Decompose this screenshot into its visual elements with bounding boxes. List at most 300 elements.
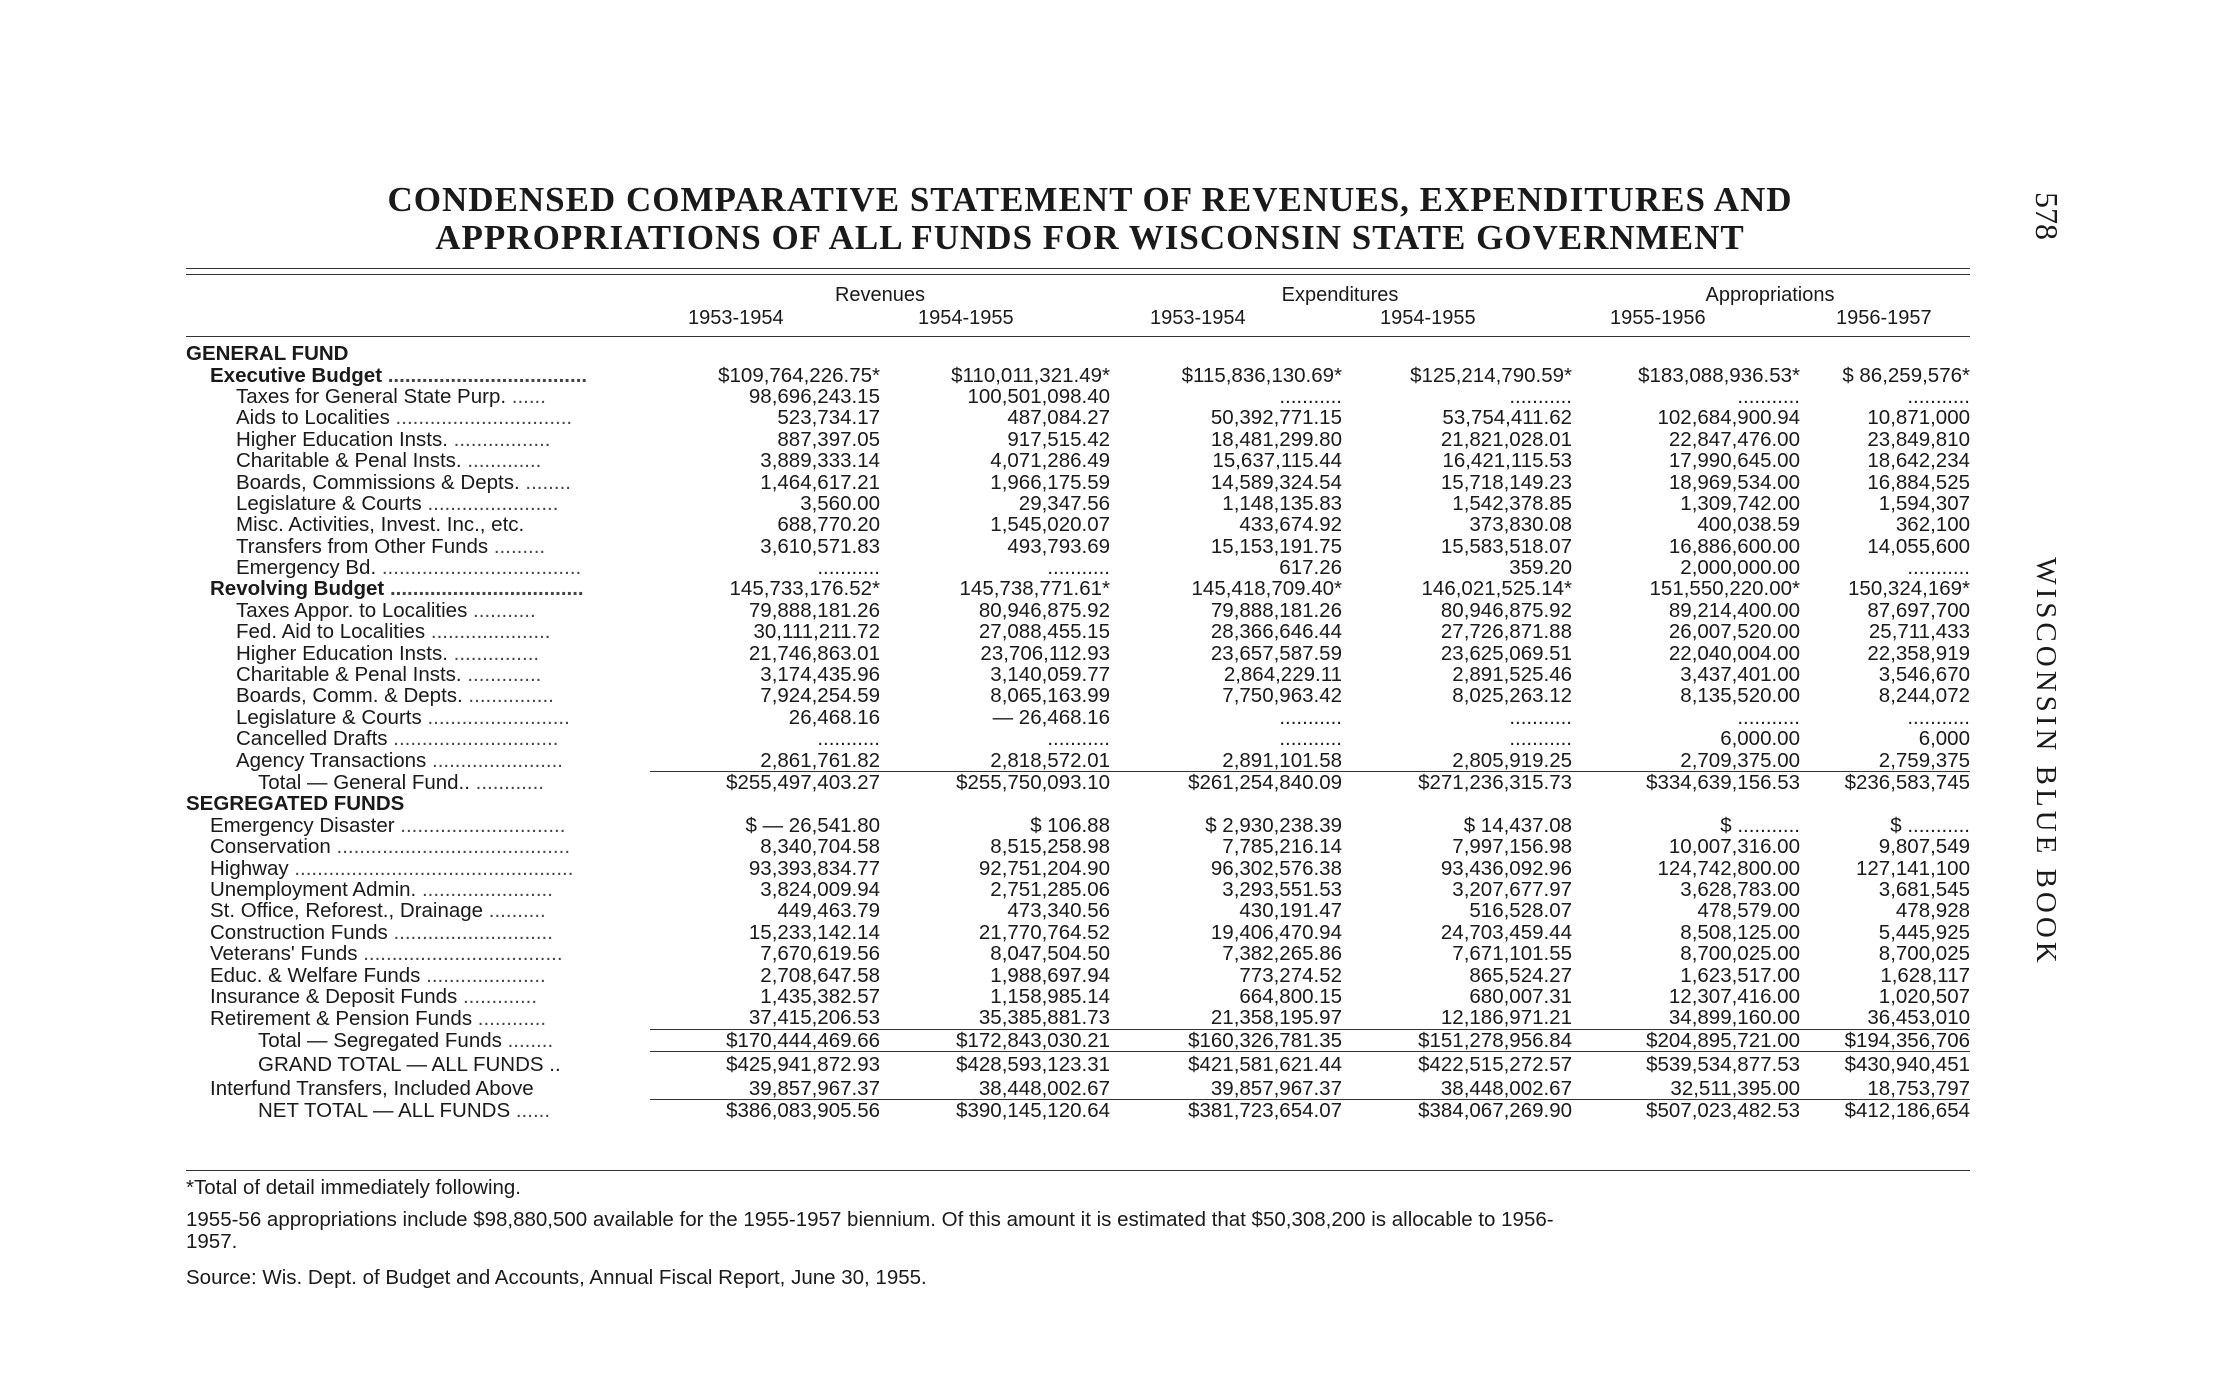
cell-value: 24,703,459.44 bbox=[1440, 921, 1572, 943]
cell-value: 50,392,771.15 bbox=[1210, 407, 1342, 429]
cell-value: 3,546,670 bbox=[1878, 663, 1970, 686]
top-rule bbox=[186, 268, 1970, 269]
cell-value: $109,764,226.75* bbox=[718, 364, 880, 386]
cell-value: 22,847,476.00 bbox=[1668, 428, 1800, 450]
leader-dots: ............. bbox=[462, 985, 538, 1008]
cell-value bbox=[650, 343, 880, 364]
row-label-text: Emergency Bd. bbox=[236, 556, 377, 579]
row-label bbox=[186, 536, 650, 557]
cell-value: 3,610,571.83 bbox=[760, 535, 880, 557]
cell-value: 1,435,382.57 bbox=[760, 985, 880, 1008]
table-row bbox=[186, 514, 1970, 535]
cell-value: 146,021,525.14* bbox=[1421, 578, 1572, 600]
row-label bbox=[186, 707, 650, 728]
row-label-text: Unemployment Admin. bbox=[210, 878, 417, 901]
cell-value: 8,700,025 bbox=[1878, 942, 1970, 965]
row-label-text: NET TOTAL — ALL FUNDS bbox=[258, 1099, 511, 1122]
leader-dots: ......... bbox=[493, 535, 546, 557]
title-line-1: CONDENSED COMPARATIVE STATEMENT OF REVENUES, EXPENDITURES AND bbox=[387, 180, 1793, 219]
row-label-text: Total — Segregated Funds bbox=[258, 1029, 502, 1052]
row-label-text: Agency Transactions bbox=[236, 749, 427, 772]
cell-value: 617.26 bbox=[1279, 556, 1342, 579]
row-label-text: Revolving Budget bbox=[210, 578, 385, 600]
cell-value: 1,545,020.07 bbox=[990, 514, 1110, 536]
cell-value: 80,946,875.92 bbox=[978, 599, 1110, 622]
cell-value: 12,307,416.00 bbox=[1668, 985, 1800, 1008]
cell-value: 17,990,645.00 bbox=[1668, 449, 1800, 472]
table-row bbox=[186, 578, 1970, 599]
year-header-app-1: 1955-1956 bbox=[1610, 307, 1706, 329]
cell-value: 680,007.31 bbox=[1469, 985, 1572, 1008]
year-header-rev-1: 1953-1954 bbox=[688, 307, 784, 329]
cell-value: 36,453,010 bbox=[1867, 1007, 1970, 1029]
cell-value: 4,071,286.49 bbox=[990, 449, 1110, 472]
cell-value: ........... bbox=[1509, 706, 1572, 729]
cell-value: 9,807,549 bbox=[1878, 835, 1970, 858]
source-note: Source: Wis. Dept. of Budget and Accounts, Annual Fiscal Report, June 30, 1955. bbox=[186, 1266, 927, 1289]
row-label bbox=[186, 450, 650, 471]
cell-value: $422,515,272.57 bbox=[1342, 1051, 1572, 1078]
cell-value: 3,628,783.00 bbox=[1680, 878, 1800, 901]
row-label bbox=[186, 685, 650, 706]
cell-value: 1,309,742.00 bbox=[1680, 492, 1800, 515]
cell-value: 145,733,176.52* bbox=[729, 578, 880, 600]
cell-value: $271,236,315.73 bbox=[1342, 771, 1572, 793]
cell-value: 18,481,299.80 bbox=[1210, 428, 1342, 450]
cell-value: 7,924,254.59 bbox=[760, 685, 880, 707]
row-label-text: Executive Budget bbox=[210, 364, 383, 386]
cell-value: 2,709,375.00 bbox=[1680, 749, 1800, 772]
cell-value: 35,385,881.73 bbox=[978, 1007, 1110, 1029]
cell-value: 917,515.42 bbox=[1007, 428, 1110, 450]
cell-value: $ 106.88 bbox=[1030, 814, 1110, 836]
leader-dots: ............................. bbox=[400, 814, 566, 836]
table-row bbox=[186, 429, 1970, 450]
leader-dots: ....................... bbox=[421, 878, 553, 901]
cell-value: 16,886,600.00 bbox=[1668, 535, 1800, 557]
cell-value: 400,038.59 bbox=[1697, 514, 1800, 536]
leader-dots: ................................... bbox=[381, 556, 582, 579]
cell-value: 2,891,101.58 bbox=[1222, 749, 1342, 772]
cell-value: 15,233,142.14 bbox=[748, 921, 880, 943]
cell-value: 8,515,258.98 bbox=[990, 835, 1110, 858]
cell-value: 18,753,797 bbox=[1867, 1077, 1970, 1100]
cell-value: 1,628,117 bbox=[1880, 964, 1970, 986]
cell-value: 2,751,285.06 bbox=[990, 878, 1110, 901]
leader-dots: ................................... bbox=[363, 942, 563, 965]
cell-value: ........... bbox=[817, 728, 880, 750]
leader-dots: ................................... bbox=[387, 364, 588, 386]
cell-value: 2,891,525.46 bbox=[1452, 663, 1572, 686]
cell-value: 3,824,009.94 bbox=[760, 878, 880, 901]
row-label bbox=[186, 493, 650, 514]
cell-value: 478,579.00 bbox=[1697, 900, 1800, 922]
row-label bbox=[186, 1051, 650, 1078]
cell-value: 37,415,206.53 bbox=[748, 1007, 880, 1029]
cell-value: 8,700,025.00 bbox=[1680, 942, 1800, 965]
cell-value: 21,770,764.52 bbox=[978, 921, 1110, 943]
cell-value: $236,583,745 bbox=[1800, 771, 1970, 793]
cell-value: 23,706,112.93 bbox=[980, 642, 1110, 664]
cell-value: 7,671,101.55 bbox=[1452, 942, 1572, 965]
cell-value: 7,997,156.98 bbox=[1452, 835, 1572, 858]
cell-value: 79,888,181.26 bbox=[748, 599, 880, 622]
table-row bbox=[186, 836, 1970, 857]
cell-value: 10,871,000 bbox=[1867, 407, 1970, 429]
table-row bbox=[186, 857, 1970, 878]
cell-value: 89,214,400.00 bbox=[1668, 599, 1800, 622]
table-row bbox=[186, 343, 1970, 364]
title-line-2: APPROPRIATIONS OF ALL FUNDS FOR WISCONSIN STATE GOVERNMENT bbox=[435, 218, 1745, 257]
row-label-text: Charitable & Penal Insts. bbox=[236, 663, 462, 686]
cell-value: 12,186,971.21 bbox=[1440, 1007, 1572, 1029]
row-label-text: Construction Funds bbox=[210, 921, 388, 943]
cell-value: 93,436,092.96 bbox=[1440, 857, 1572, 879]
cell-value: $261,254,840.09 bbox=[1110, 771, 1342, 793]
cell-value: $390,145,120.64 bbox=[880, 1100, 1110, 1122]
group-expenditures: Expenditures bbox=[1281, 284, 1399, 306]
bottom-rule bbox=[186, 1170, 1970, 1171]
cell-value: 21,821,028.01 bbox=[1440, 428, 1572, 450]
leader-dots: ................................................. bbox=[294, 857, 574, 879]
year-header-rev-2: 1954-1955 bbox=[918, 307, 1014, 329]
cell-value: $160,326,781.35 bbox=[1110, 1029, 1342, 1051]
cell-value bbox=[880, 793, 1110, 814]
cell-value: 10,007,316.00 bbox=[1668, 835, 1800, 858]
row-label-text: Taxes for General State Purp. bbox=[236, 385, 507, 408]
cell-value: 1,148,135.83 bbox=[1222, 492, 1342, 515]
cell-value: $412,186,654 bbox=[1800, 1100, 1970, 1122]
table-row bbox=[186, 621, 1970, 642]
row-label-text: Legislature & Courts bbox=[236, 706, 422, 729]
cell-value: $ — 26,541.80 bbox=[745, 814, 880, 836]
cell-value: 15,583,518.07 bbox=[1440, 535, 1572, 557]
table-row bbox=[186, 493, 1970, 514]
cell-value: ........... bbox=[1279, 706, 1342, 729]
cell-value: $125,214,790.59* bbox=[1410, 364, 1572, 386]
cell-value: 15,153,191.75 bbox=[1210, 535, 1342, 557]
table-row bbox=[186, 664, 1970, 685]
cell-value: 14,589,324.54 bbox=[1210, 471, 1342, 493]
cell-value: ........... bbox=[1907, 385, 1970, 408]
table-row bbox=[186, 771, 1970, 793]
cell-value: 3,140,059.77 bbox=[990, 663, 1110, 686]
header-rule bbox=[186, 336, 1970, 337]
row-label bbox=[186, 922, 650, 943]
row-label-text: Emergency Disaster bbox=[210, 814, 395, 836]
cell-value bbox=[650, 793, 880, 814]
row-label-text: Conservation bbox=[210, 835, 331, 858]
cell-value: $ ........... bbox=[1720, 814, 1800, 836]
cell-value: 18,969,534.00 bbox=[1668, 471, 1800, 493]
cell-value: 516,528.07 bbox=[1469, 900, 1572, 922]
leader-dots: ............ bbox=[477, 1007, 547, 1029]
row-label bbox=[186, 514, 650, 535]
table-row bbox=[186, 815, 1970, 836]
table-row bbox=[186, 364, 1970, 385]
group-revenues: Revenues bbox=[834, 284, 926, 306]
row-label-text: SEGREGATED FUNDS bbox=[186, 793, 405, 815]
cell-value: $255,750,093.10 bbox=[880, 771, 1110, 793]
row-label-text: Highway bbox=[210, 857, 289, 879]
cell-value: 2,759,375 bbox=[1878, 749, 1970, 772]
leader-dots: ............................ bbox=[393, 921, 553, 943]
row-label-text: Veterans' Funds bbox=[210, 942, 358, 965]
cell-value: 8,025,263.12 bbox=[1452, 685, 1572, 707]
row-label bbox=[186, 857, 650, 878]
cell-value: $430,940,451 bbox=[1800, 1051, 1970, 1078]
row-label-text: Transfers from Other Funds bbox=[236, 535, 489, 557]
row-label bbox=[186, 771, 650, 793]
cell-value: 773,274.52 bbox=[1239, 964, 1342, 986]
row-label bbox=[186, 429, 650, 450]
cell-value: 38,448,002.67 bbox=[978, 1077, 1110, 1100]
cell-value: 16,421,115.53 bbox=[1442, 449, 1572, 472]
cell-value: 8,340,704.58 bbox=[760, 835, 880, 858]
year-header-exp-2: 1954-1955 bbox=[1380, 307, 1476, 329]
row-label bbox=[186, 1100, 650, 1122]
row-label-text: Legislature & Courts bbox=[236, 492, 422, 515]
cell-value: 430,191.47 bbox=[1239, 900, 1342, 922]
cell-value: 359.20 bbox=[1509, 556, 1572, 579]
cell-value: 23,849,810 bbox=[1867, 428, 1970, 450]
cell-value: $ 2,930,238.39 bbox=[1205, 814, 1342, 836]
cell-value: 433,674.92 bbox=[1239, 514, 1342, 536]
cell-value bbox=[1800, 793, 1970, 814]
statement-table bbox=[186, 343, 1970, 1122]
row-label bbox=[186, 879, 650, 900]
cell-value: 7,670,619.56 bbox=[760, 942, 880, 965]
row-label bbox=[186, 407, 650, 428]
cell-value: 22,040,004.00 bbox=[1668, 642, 1800, 664]
cell-value: ........... bbox=[817, 556, 880, 579]
row-label bbox=[186, 749, 650, 771]
row-label bbox=[186, 578, 650, 599]
table-row bbox=[186, 557, 1970, 578]
row-label bbox=[186, 836, 650, 857]
cell-value: ........... bbox=[1279, 728, 1342, 750]
cell-value: 1,623,517.00 bbox=[1680, 964, 1800, 986]
cell-value: 25,711,433 bbox=[1868, 621, 1970, 643]
cell-value: $ 14,437.08 bbox=[1463, 814, 1572, 836]
row-label-text: Taxes Appor. to Localities bbox=[236, 599, 468, 622]
cell-value: 7,750,963.42 bbox=[1222, 685, 1342, 707]
cell-value: 7,785,216.14 bbox=[1222, 835, 1342, 858]
leader-dots: ..................... bbox=[430, 621, 551, 643]
cell-value: $ ........... bbox=[1890, 814, 1970, 836]
row-label-text: Higher Education Insts. bbox=[236, 642, 448, 664]
leader-dots: ............ bbox=[475, 771, 544, 794]
table-row bbox=[186, 450, 1970, 471]
cell-value bbox=[1572, 793, 1800, 814]
cell-value: 473,340.56 bbox=[1007, 900, 1110, 922]
cell-value: 38,448,002.67 bbox=[1440, 1077, 1572, 1100]
row-label bbox=[186, 343, 650, 364]
table-row bbox=[186, 707, 1970, 728]
cell-value: 34,899,160.00 bbox=[1668, 1007, 1800, 1029]
cell-value: 478,928 bbox=[1895, 900, 1970, 922]
cell-value: 523,734.17 bbox=[777, 407, 880, 429]
cell-value: 150,324,169* bbox=[1848, 578, 1970, 600]
table-row bbox=[186, 900, 1970, 921]
cell-value: $425,941,872.93 bbox=[650, 1051, 880, 1078]
row-label bbox=[186, 471, 650, 492]
cell-value: 8,047,504.50 bbox=[990, 942, 1110, 965]
leader-dots: ........... bbox=[473, 599, 536, 622]
cell-value: $151,278,956.84 bbox=[1342, 1029, 1572, 1051]
leader-dots: ............................... bbox=[395, 407, 573, 429]
cell-value: 127,141,100 bbox=[1855, 857, 1970, 879]
cell-value: 8,065,163.99 bbox=[990, 685, 1110, 707]
cell-value: 15,637,115.44 bbox=[1212, 449, 1342, 472]
cell-value: ........... bbox=[1509, 728, 1572, 750]
cell-value: $334,639,156.53 bbox=[1572, 771, 1800, 793]
cell-value: 16,884,525 bbox=[1867, 471, 1970, 493]
row-label bbox=[186, 364, 650, 385]
table-row bbox=[186, 964, 1970, 985]
running-head: WISCONSIN BLUE BOOK bbox=[2030, 557, 2062, 967]
cell-value: 3,174,435.96 bbox=[760, 663, 880, 686]
cell-value: 124,742,800.00 bbox=[1657, 857, 1800, 879]
leader-dots: .................................. bbox=[389, 578, 584, 600]
cell-value: 100,501,098.40 bbox=[967, 385, 1110, 408]
row-label bbox=[186, 943, 650, 964]
cell-value: $110,011,321.49* bbox=[951, 364, 1110, 386]
cell-value: 1,594,307 bbox=[1878, 492, 1970, 515]
row-label-text: Insurance & Deposit Funds bbox=[210, 985, 458, 1008]
cell-value: 1,158,985.14 bbox=[990, 985, 1110, 1008]
cell-value: 688,770.20 bbox=[777, 514, 880, 536]
note-line-1: 1955-56 appropriations include $98,880,500 available for the 1955-1957 biennium. Of this amount it is estimated that $50,308,200 is allocable to 1956- bbox=[186, 1208, 1554, 1231]
row-label bbox=[186, 815, 650, 836]
cell-value: 14,055,600 bbox=[1867, 535, 1970, 557]
leader-dots: ........ bbox=[507, 1029, 554, 1052]
cell-value: — 26,468.16 bbox=[992, 706, 1110, 729]
row-label-text: Retirement & Pension Funds bbox=[210, 1007, 473, 1029]
cell-value: 487,084.27 bbox=[1007, 407, 1110, 429]
cell-value: 145,418,709.40* bbox=[1191, 578, 1342, 600]
leader-dots: ............. bbox=[467, 663, 542, 686]
cell-value: 21,746,863.01 bbox=[748, 642, 880, 664]
table-row bbox=[186, 793, 1970, 814]
cell-value: 449,463.79 bbox=[777, 900, 880, 922]
cell-value: 93,393,834.77 bbox=[748, 857, 880, 879]
cell-value: 2,708,647.58 bbox=[760, 964, 880, 986]
table-row bbox=[186, 685, 1970, 706]
row-label bbox=[186, 986, 650, 1007]
cell-value: 151,550,220.00* bbox=[1649, 578, 1800, 600]
leader-dots: ............................. bbox=[393, 728, 559, 750]
cell-value bbox=[1110, 343, 1342, 364]
cell-value: 30,111,211.72 bbox=[753, 621, 880, 643]
row-label-text: GRAND TOTAL — ALL FUNDS .. bbox=[258, 1053, 561, 1077]
cell-value: ........... bbox=[1737, 706, 1800, 729]
table-row bbox=[186, 728, 1970, 749]
cell-value: 15,718,149.23 bbox=[1440, 471, 1572, 493]
cell-value: 2,805,919.25 bbox=[1452, 749, 1572, 772]
cell-value: $170,444,469.66 bbox=[650, 1029, 880, 1051]
cell-value: 29,347.56 bbox=[1018, 492, 1110, 515]
cell-value: 1,542,378.85 bbox=[1452, 492, 1572, 515]
cell-value: 362,100 bbox=[1895, 514, 1970, 536]
leader-dots: ....................... bbox=[432, 749, 563, 772]
cell-value: 18,642,234 bbox=[1867, 449, 1970, 472]
leader-dots: ...... bbox=[511, 385, 546, 408]
row-label bbox=[186, 664, 650, 685]
row-label-text: Aids to Localities bbox=[236, 407, 390, 429]
table-row bbox=[186, 986, 1970, 1007]
cell-value: ........... bbox=[1509, 385, 1572, 408]
cell-value: 79,888,181.26 bbox=[1210, 599, 1342, 622]
table-row bbox=[186, 1100, 1970, 1122]
cell-value: 23,657,587.59 bbox=[1210, 642, 1342, 664]
leader-dots: ................. bbox=[453, 428, 551, 450]
cell-value: $539,534,877.53 bbox=[1572, 1051, 1800, 1078]
cell-value: 3,207,677.97 bbox=[1452, 878, 1572, 901]
cell-value: 1,966,175.59 bbox=[990, 471, 1110, 493]
row-label bbox=[186, 1007, 650, 1029]
row-label-text: Charitable & Penal Insts. bbox=[236, 449, 462, 472]
row-label bbox=[186, 642, 650, 663]
cell-value: 145,738,771.61* bbox=[959, 578, 1110, 600]
cell-value bbox=[1342, 793, 1572, 814]
table-row bbox=[186, 922, 1970, 943]
footnote: *Total of detail immediately following. bbox=[186, 1176, 521, 1199]
leader-dots: ............. bbox=[467, 449, 542, 472]
row-label bbox=[186, 1078, 650, 1100]
cell-value bbox=[1342, 343, 1572, 364]
cell-value: 102,684,900.94 bbox=[1657, 407, 1800, 429]
table-row bbox=[186, 1051, 1970, 1078]
cell-value: 1,464,617.21 bbox=[760, 471, 880, 493]
cell-value: $381,723,654.07 bbox=[1110, 1100, 1342, 1122]
cell-value bbox=[1572, 343, 1800, 364]
cell-value: 39,857,967.37 bbox=[1210, 1077, 1342, 1100]
cell-value: ........... bbox=[1907, 556, 1970, 579]
cell-value: 6,000 bbox=[1918, 728, 1970, 750]
cell-value: 23,625,069.51 bbox=[1440, 642, 1572, 664]
cell-value: $255,497,403.27 bbox=[650, 771, 880, 793]
cell-value: 2,864,229.11 bbox=[1223, 663, 1342, 686]
top-rule-2 bbox=[186, 274, 1970, 275]
cell-value: 26,007,520.00 bbox=[1668, 621, 1800, 643]
cell-value: 865,524.27 bbox=[1469, 964, 1572, 986]
row-label bbox=[186, 386, 650, 407]
row-label-text: Misc. Activities, Invest. Inc., etc. bbox=[236, 514, 525, 536]
cell-value: ........... bbox=[1737, 385, 1800, 408]
cell-value: 92,751,204.90 bbox=[978, 857, 1110, 879]
cell-value: ........... bbox=[1907, 706, 1970, 729]
cell-value: $115,836,130.69* bbox=[1181, 364, 1342, 386]
table-row bbox=[186, 386, 1970, 407]
row-label-text: Total — General Fund.. bbox=[258, 771, 470, 794]
cell-value: 887,397.05 bbox=[777, 428, 880, 450]
note-line-2: 1957. bbox=[186, 1230, 238, 1253]
row-label-text: Boards, Comm. & Depts. bbox=[236, 685, 463, 707]
cell-value: 664,800.15 bbox=[1239, 985, 1342, 1008]
cell-value: $384,067,269.90 bbox=[1342, 1100, 1572, 1122]
table-row bbox=[186, 407, 1970, 428]
row-label-text: Cancelled Drafts bbox=[236, 728, 388, 750]
table-row bbox=[186, 943, 1970, 964]
year-header-app-2: 1956-1957 bbox=[1836, 307, 1932, 329]
page-number: 578 bbox=[2029, 192, 2065, 240]
cell-value: 373,830.08 bbox=[1469, 514, 1572, 536]
table-row bbox=[186, 1078, 1970, 1100]
cell-value: 39,857,967.37 bbox=[748, 1077, 880, 1100]
group-appropriations: Appropriations bbox=[1705, 284, 1835, 306]
cell-value: 27,088,455.15 bbox=[978, 621, 1110, 643]
